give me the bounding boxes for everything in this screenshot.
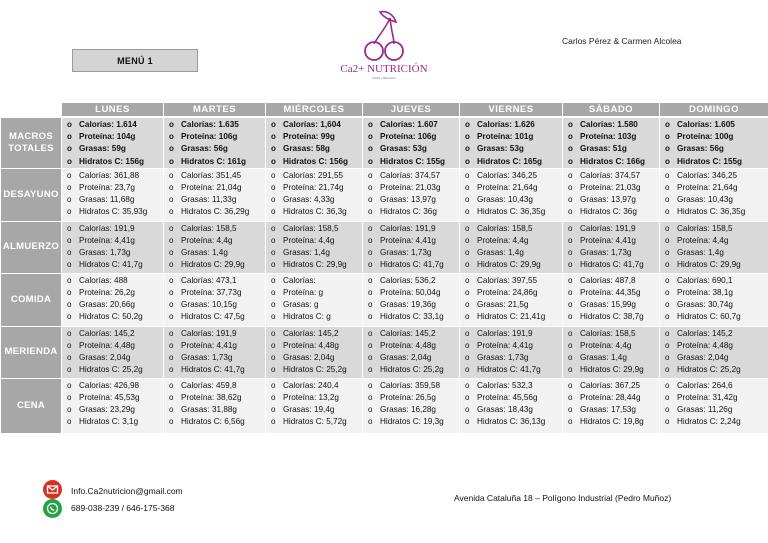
- nutrition-item: o Grasas: 1,73g: [365, 247, 459, 259]
- nutrition-item: o Hidratos C: 2,24g: [662, 416, 768, 428]
- nutrition-item: o Hidratos C: 29,9g: [565, 364, 659, 376]
- nutrition-item: o Hidratos C: 35,93g: [64, 206, 163, 218]
- nutrition-cell: [266, 378, 363, 433]
- nutrition-list: [662, 170, 768, 219]
- nutrition-item: o Proteína: 31,42g: [662, 392, 768, 404]
- meal-row-label: DESAYUNO: [1, 168, 62, 221]
- contact-email[interactable]: Info.Ca2nutricion@gmail.com: [71, 486, 183, 496]
- nutrition-cell: [460, 168, 563, 221]
- nutrition-item: o Proteína: 4,41g: [64, 235, 163, 247]
- day-header: LUNES: [62, 103, 164, 118]
- contact-phone[interactable]: 689-038-239 / 646-175-368: [71, 503, 175, 513]
- nutrition-item: o Hidratos C: 19,3g: [365, 416, 459, 428]
- nutrition-item: o Hidratos C: 33,1g: [365, 311, 459, 323]
- nutrition-cell: [266, 168, 363, 221]
- nutrition-list: [462, 119, 562, 168]
- nutrition-item: o Calorías: 158,5: [565, 328, 659, 340]
- nutrition-item: o Hidratos C: 161g: [166, 156, 265, 168]
- nutrition-list: [268, 380, 362, 429]
- nutrition-item: o Hidratos C: 41,7g: [64, 259, 163, 271]
- nutrition-item: o Hidratos C: g: [268, 311, 362, 323]
- nutrition-item: o Calorías: 158,5: [268, 223, 362, 235]
- nutrition-cell: [660, 273, 768, 326]
- whatsapp-icon: [43, 499, 62, 518]
- nutrition-list: [268, 119, 362, 168]
- nutrition-item: o Calorías: 397,55: [462, 275, 562, 287]
- nutrition-item: o Calorías: 158,5: [462, 223, 562, 235]
- nutrition-item: o Proteína: 50,04g: [365, 287, 459, 299]
- nutrition-cell: [460, 326, 563, 378]
- nutrition-item: o Calorías: 191,9: [462, 328, 562, 340]
- nutrition-item: o Proteína: 21,64g: [662, 182, 768, 194]
- nutrition-item: o Proteína: 4,4g: [462, 235, 562, 247]
- meal-row: [1, 273, 768, 326]
- nutrition-item: o Grasas: 16,28g: [365, 404, 459, 416]
- nutrition-item: o Grasas: 31,88g: [166, 404, 265, 416]
- nutrition-item: o Calorías: 1,604: [268, 119, 362, 131]
- nutrition-item: o Calorías: 367,25: [565, 380, 659, 392]
- nutrition-item: o Calorías: 191,9: [64, 223, 163, 235]
- nutrition-list: [565, 119, 659, 168]
- nutrition-cell: [266, 273, 363, 326]
- nutrition-item: o Proteína: 100g: [662, 131, 768, 143]
- nutrition-cell: [660, 117, 768, 168]
- contact-address: Avenida Cataluña 18 – Polígono Industrial (Pedro Muñoz): [454, 493, 672, 503]
- nutrition-item: o Hidratos C: 50,2g: [64, 311, 163, 323]
- nutrition-item: o Proteína: 104g: [64, 131, 163, 143]
- meal-row: [1, 326, 768, 378]
- nutrition-item: o Grasas: 53g: [365, 143, 459, 155]
- nutrition-list: [166, 275, 265, 324]
- nutrition-list: [268, 170, 362, 219]
- nutrition-list: [662, 328, 768, 377]
- nutrition-item: o Grasas: 19,36g: [365, 299, 459, 311]
- nutrition-item: o Proteína: 4,48g: [64, 340, 163, 352]
- nutrition-item: o Grasas: 53g: [462, 143, 562, 155]
- nutrition-item: o Proteína: 38,62g: [166, 392, 265, 404]
- nutrition-item: o Grasas: 58g: [268, 143, 362, 155]
- corner-cell: [1, 103, 62, 118]
- nutrition-item: o Proteína: 4,41g: [462, 340, 562, 352]
- nutrition-item: o Grasas: 2,04g: [64, 352, 163, 364]
- nutrition-list: [365, 275, 459, 324]
- nutrition-item: o Calorías: 158,5: [662, 223, 768, 235]
- nutrition-item: o Grasas: 1,73g: [64, 247, 163, 259]
- nutrition-cell: [266, 117, 363, 168]
- nutrition-item: o Hidratos C: 5,72g: [268, 416, 362, 428]
- nutrition-cell: [460, 221, 563, 273]
- nutrition-cell: [363, 326, 460, 378]
- nutrition-cell: [363, 273, 460, 326]
- nutrition-cell: [62, 168, 164, 221]
- nutrition-item: o Hidratos C: 25,2g: [365, 364, 459, 376]
- nutrition-list: [365, 119, 459, 168]
- nutrition-item: o Proteína: 101g: [462, 131, 562, 143]
- nutrition-item: o Proteína: 4,48g: [268, 340, 362, 352]
- nutrition-item: o Calorías: 374,57: [565, 170, 659, 182]
- nutrition-cell: [563, 168, 660, 221]
- nutrition-item: o Calorías: 374,57: [365, 170, 459, 182]
- nutrition-item: o Hidratos C: 36,35g: [462, 206, 562, 218]
- nutrition-item: o Proteína: 28,44g: [565, 392, 659, 404]
- nutrition-item: o Grasas: 10,15g: [166, 299, 265, 311]
- nutrition-list: [565, 170, 659, 219]
- nutrition-list: [662, 380, 768, 429]
- nutrition-item: o Hidratos C: 166g: [565, 156, 659, 168]
- nutrition-cell: [660, 378, 768, 433]
- nutrition-item: o Hidratos C: 21,41g: [462, 311, 562, 323]
- nutrition-item: o Hidratos C: 29,9g: [662, 259, 768, 271]
- nutrition-item: o Calorías: 145,2: [268, 328, 362, 340]
- nutrition-item: o Proteína: 4,4g: [268, 235, 362, 247]
- meal-row-label: ALMUERZO: [1, 221, 62, 273]
- nutrition-list: [662, 275, 768, 324]
- nutrition-item: o Hidratos C: 155g: [365, 156, 459, 168]
- nutrition-cell: [563, 117, 660, 168]
- nutrition-item: o Proteína: 26,5g: [365, 392, 459, 404]
- meal-row-label: MACROS TOTALES: [1, 117, 62, 168]
- nutrition-item: o Grasas: 15,99g: [565, 299, 659, 311]
- nutrition-item: o Hidratos C: 38,7g: [565, 311, 659, 323]
- nutrition-list: [565, 328, 659, 377]
- nutrition-cell: [563, 221, 660, 273]
- nutrition-item: o Grasas: 13,97g: [365, 194, 459, 206]
- nutrition-item: o Calorías: 145,2: [662, 328, 768, 340]
- nutrition-item: o Hidratos C: 29,9g: [462, 259, 562, 271]
- nutrition-item: o Calorías: 158,5: [166, 223, 265, 235]
- nutrition-item: o Proteína: 106g: [365, 131, 459, 143]
- nutrition-item: o Grasas: 1,4g: [166, 247, 265, 259]
- nutrition-item: o Hidratos C: 41,7g: [166, 364, 265, 376]
- nutrition-item: o Calorías: 473,1: [166, 275, 265, 287]
- nutrition-cell: [563, 273, 660, 326]
- nutrition-item: o Grasas: 11,33g: [166, 194, 265, 206]
- nutrition-list: [365, 380, 459, 429]
- nutrition-cell: [363, 221, 460, 273]
- nutrition-item: o Proteína: 44,35g: [565, 287, 659, 299]
- nutrition-item: o Proteína: 4,4g: [166, 235, 265, 247]
- nutrition-item: o Proteína: 106g: [166, 131, 265, 143]
- nutrition-item: o Grasas: 2,04g: [662, 352, 768, 364]
- nutrition-item: o Proteína: 21,03g: [365, 182, 459, 194]
- nutrition-cell: [563, 378, 660, 433]
- meal-row: [1, 117, 768, 168]
- meal-row: [1, 378, 768, 433]
- meal-row-label: COMIDA: [1, 273, 62, 326]
- day-header: JUEVES: [363, 103, 460, 118]
- nutrition-item: o Proteína: 21,03g: [565, 182, 659, 194]
- nutrition-item: o Proteína: 99g: [268, 131, 362, 143]
- nutrition-item: o Grasas: 18,43g: [462, 404, 562, 416]
- nutrition-item: o Grasas: g: [268, 299, 362, 311]
- nutrition-list: [64, 170, 163, 219]
- nutrition-item: o Grasas: 30,74g: [662, 299, 768, 311]
- nutrition-list: [268, 328, 362, 377]
- nutrition-item: o Hidratos C: 155g: [662, 156, 768, 168]
- nutrition-cell: [660, 326, 768, 378]
- nutrition-item: o Calorías: 264,6: [662, 380, 768, 392]
- nutrition-item: o Grasas: 23,29g: [64, 404, 163, 416]
- nutrition-cell: [164, 273, 266, 326]
- nutrition-item: o Calorías: 145,2: [365, 328, 459, 340]
- nutrition-item: o Proteína: 37,73g: [166, 287, 265, 299]
- nutrition-item: o Proteína: 4,41g: [166, 340, 265, 352]
- nutrition-list: [166, 380, 265, 429]
- nutrition-list: [462, 380, 562, 429]
- nutrition-item: o Proteína: 103g: [565, 131, 659, 143]
- nutrition-item: o Hidratos C: 6,56g: [166, 416, 265, 428]
- day-header-row: [1, 103, 768, 118]
- nutrition-item: o Hidratos C: 41,7g: [462, 364, 562, 376]
- authors: Carlos Pérez & Carmen Alcolea: [562, 36, 682, 46]
- nutrition-item: o Hidratos C: 60,7g: [662, 311, 768, 323]
- meal-row-label: MERIENDA: [1, 326, 62, 378]
- nutrition-cell: [266, 326, 363, 378]
- nutrition-cell: [62, 326, 164, 378]
- nutrition-cell: [164, 221, 266, 273]
- nutrition-item: o Grasas: 4,33g: [268, 194, 362, 206]
- nutrition-list: [462, 275, 562, 324]
- nutrition-item: o Hidratos C: 25,2g: [64, 364, 163, 376]
- nutrition-item: o Proteína: 4,4g: [565, 340, 659, 352]
- nutrition-item: o Calorías: 426,98: [64, 380, 163, 392]
- meal-row-label: CENA: [1, 378, 62, 433]
- logo-tagline: Salud y Bienestar: [372, 76, 396, 80]
- day-header: SÁBADO: [563, 103, 660, 118]
- nutrition-item: o Calorías: 291,55: [268, 170, 362, 182]
- nutrition-item: o Grasas: 11,68g: [64, 194, 163, 206]
- nutrition-item: o Calorías: 359,58: [365, 380, 459, 392]
- nutrition-item: o Hidratos C: 36,29g: [166, 206, 265, 218]
- nutrition-item: o Grasas: 10,43g: [462, 194, 562, 206]
- nutrition-item: o Hidratos C: 25,2g: [268, 364, 362, 376]
- nutrition-item: o Calorías: 351,45: [166, 170, 265, 182]
- nutrition-item: o Calorías:: [268, 275, 362, 287]
- nutrition-item: o Calorías: 145,2: [64, 328, 163, 340]
- nutrition-item: o Proteína: 4,48g: [662, 340, 768, 352]
- nutrition-item: o Hidratos C: 36g: [365, 206, 459, 218]
- nutrition-item: o Proteína: 38,1g: [662, 287, 768, 299]
- nutrition-item: o Grasas: 20,66g: [64, 299, 163, 311]
- nutrition-item: o Grasas: 1,4g: [268, 247, 362, 259]
- nutrition-cell: [563, 326, 660, 378]
- nutrition-item: o Grasas: 11,26g: [662, 404, 768, 416]
- nutrition-item: o Proteína: 4,41g: [565, 235, 659, 247]
- nutrition-item: o Calorías: 1.607: [365, 119, 459, 131]
- day-header: VIERNES: [460, 103, 563, 118]
- nutrition-list: [64, 119, 163, 168]
- nutrition-list: [268, 275, 362, 324]
- nutrition-list: [64, 380, 163, 429]
- nutrition-cell: [62, 378, 164, 433]
- nutrition-item: o Grasas: 10,43g: [662, 194, 768, 206]
- nutrition-list: [565, 223, 659, 272]
- nutrition-list: [64, 328, 163, 377]
- nutrition-item: o Calorías: 690,1: [662, 275, 768, 287]
- nutrition-item: o Proteína: 4,48g: [365, 340, 459, 352]
- nutrition-item: o Grasas: 2,04g: [268, 352, 362, 364]
- nutrition-cell: [266, 221, 363, 273]
- nutrition-item: o Calorías: 487,8: [565, 275, 659, 287]
- nutrition-item: o Grasas: 17,53g: [565, 404, 659, 416]
- nutrition-item: o Grasas: 59g: [64, 143, 163, 155]
- nutrition-list: [662, 223, 768, 272]
- nutrition-item: o Calorías: 1.580: [565, 119, 659, 131]
- nutrition-item: o Proteína: 21,74g: [268, 182, 362, 194]
- nutrition-item: o Hidratos C: 165g: [462, 156, 562, 168]
- nutrition-list: [462, 223, 562, 272]
- nutrition-item: o Grasas: 19,4g: [268, 404, 362, 416]
- nutrition-cell: [460, 378, 563, 433]
- nutrition-item: o Calorías: 488: [64, 275, 163, 287]
- nutrition-cell: [363, 117, 460, 168]
- logo-name: Ca2+ NUTRICIÓN: [340, 63, 428, 75]
- nutrition-cell: [460, 273, 563, 326]
- nutrition-item: o Proteína: 23,7g: [64, 182, 163, 194]
- cherries-icon: [360, 8, 408, 62]
- nutrition-list: [166, 223, 265, 272]
- nutrition-item: o Grasas: 1,4g: [565, 352, 659, 364]
- nutrition-item: o Hidratos C: 25,2g: [662, 364, 768, 376]
- nutrition-cell: [164, 117, 266, 168]
- nutrition-list: [365, 223, 459, 272]
- nutrition-list: [365, 328, 459, 377]
- nutrition-cell: [460, 117, 563, 168]
- nutrition-list: [662, 119, 768, 168]
- nutrition-item: o Proteína: 45,53g: [64, 392, 163, 404]
- nutrition-list: [166, 119, 265, 168]
- nutrition-item: o Calorías: 1.614: [64, 119, 163, 131]
- nutrition-item: o Proteína: 4,4g: [662, 235, 768, 247]
- nutrition-cell: [164, 168, 266, 221]
- nutrition-item: o Grasas: 1,73g: [565, 247, 659, 259]
- nutrition-item: o Hidratos C: 156g: [268, 156, 362, 168]
- nutrition-item: o Grasas: 2,04g: [365, 352, 459, 364]
- nutrition-item: o Grasas: 56g: [662, 143, 768, 155]
- nutrition-list: [64, 275, 163, 324]
- nutrition-item: o Calorías: 532,3: [462, 380, 562, 392]
- nutrition-list: [365, 170, 459, 219]
- nutrition-list: [565, 275, 659, 324]
- nutrition-item: o Grasas: 56g: [166, 143, 265, 155]
- nutrition-item: o Hidratos C: 29,9g: [268, 259, 362, 271]
- nutrition-list: [462, 328, 562, 377]
- nutrition-list: [64, 223, 163, 272]
- nutrition-cell: [660, 221, 768, 273]
- nutrition-item: o Calorías: 191,9: [166, 328, 265, 340]
- nutrition-item: o Grasas: 51g: [565, 143, 659, 155]
- nutrition-item: o Grasas: 1,73g: [166, 352, 265, 364]
- nutrition-item: o Calorías: 536,2: [365, 275, 459, 287]
- nutrition-item: o Calorías: 1.605: [662, 119, 768, 131]
- nutrition-item: o Grasas: 21,5g: [462, 299, 562, 311]
- nutrition-list: [565, 380, 659, 429]
- nutrition-cell: [62, 221, 164, 273]
- nutrition-item: o Hidratos C: 47,5g: [166, 311, 265, 323]
- nutrition-cell: [363, 378, 460, 433]
- nutrition-item: o Calorías: 1.635: [166, 119, 265, 131]
- nutrition-cell: [62, 273, 164, 326]
- day-header: MIÉRCOLES: [266, 103, 363, 118]
- nutrition-item: o Proteína: 13,2g: [268, 392, 362, 404]
- nutrition-item: o Calorías: 346,25: [462, 170, 562, 182]
- nutrition-item: o Proteína: g: [268, 287, 362, 299]
- nutrition-list: [166, 170, 265, 219]
- nutrition-item: o Proteína: 21,64g: [462, 182, 562, 194]
- nutrition-item: o Calorías: 191,9: [365, 223, 459, 235]
- nutrition-item: o Proteína: 45,56g: [462, 392, 562, 404]
- nutrition-list: [462, 170, 562, 219]
- logo: [338, 8, 430, 90]
- nutrition-item: o Hidratos C: 29,9g: [166, 259, 265, 271]
- nutrition-item: o Hidratos C: 41,7g: [365, 259, 459, 271]
- nutrition-item: o Calorías: 346,25: [662, 170, 768, 182]
- meal-row: [1, 221, 768, 273]
- nutrition-item: o Proteína: 26,2g: [64, 287, 163, 299]
- menu-label: MENÚ 1: [72, 49, 198, 72]
- nutrition-cell: [164, 378, 266, 433]
- nutrition-item: o Grasas: 1,4g: [462, 247, 562, 259]
- nutrition-cell: [660, 168, 768, 221]
- nutrition-item: o Calorías: 459,8: [166, 380, 265, 392]
- nutrition-item: o Calorías: 240,4: [268, 380, 362, 392]
- nutrition-cell: [164, 326, 266, 378]
- nutrition-list: [268, 223, 362, 272]
- nutrition-item: o Calorías: 1.626: [462, 119, 562, 131]
- nutrition-item: o Hidratos C: 3,1g: [64, 416, 163, 428]
- day-header: DOMINGO: [660, 103, 768, 118]
- day-header: MARTES: [164, 103, 266, 118]
- nutrition-cell: [363, 168, 460, 221]
- nutrition-item: o Hidratos C: 36g: [565, 206, 659, 218]
- nutrition-item: o Hidratos C: 156g: [64, 156, 163, 168]
- nutrition-item: o Hidratos C: 36,3g: [268, 206, 362, 218]
- nutrition-cell: [62, 117, 164, 168]
- nutrition-item: o Grasas: 1,73g: [462, 352, 562, 364]
- nutrition-item: o Calorías: 361,88: [64, 170, 163, 182]
- nutrition-item: o Hidratos C: 36,13g: [462, 416, 562, 428]
- nutrition-item: o Hidratos C: 41,7g: [565, 259, 659, 271]
- nutrition-item: o Hidratos C: 36,35g: [662, 206, 768, 218]
- nutrition-item: o Proteína: 21,04g: [166, 182, 265, 194]
- nutrition-item: o Grasas: 13,97g: [565, 194, 659, 206]
- nutrition-item: o Proteína: 4,41g: [365, 235, 459, 247]
- weekly-menu-table: [0, 102, 768, 434]
- nutrition-item: o Grasas: 1,4g: [662, 247, 768, 259]
- nutrition-item: o Proteína: 24,86g: [462, 287, 562, 299]
- nutrition-item: o Hidratos C: 19,8g: [565, 416, 659, 428]
- meal-row: [1, 168, 768, 221]
- nutrition-item: o Calorías: 191,9: [565, 223, 659, 235]
- nutrition-list: [166, 328, 265, 377]
- mail-icon: [43, 480, 62, 499]
